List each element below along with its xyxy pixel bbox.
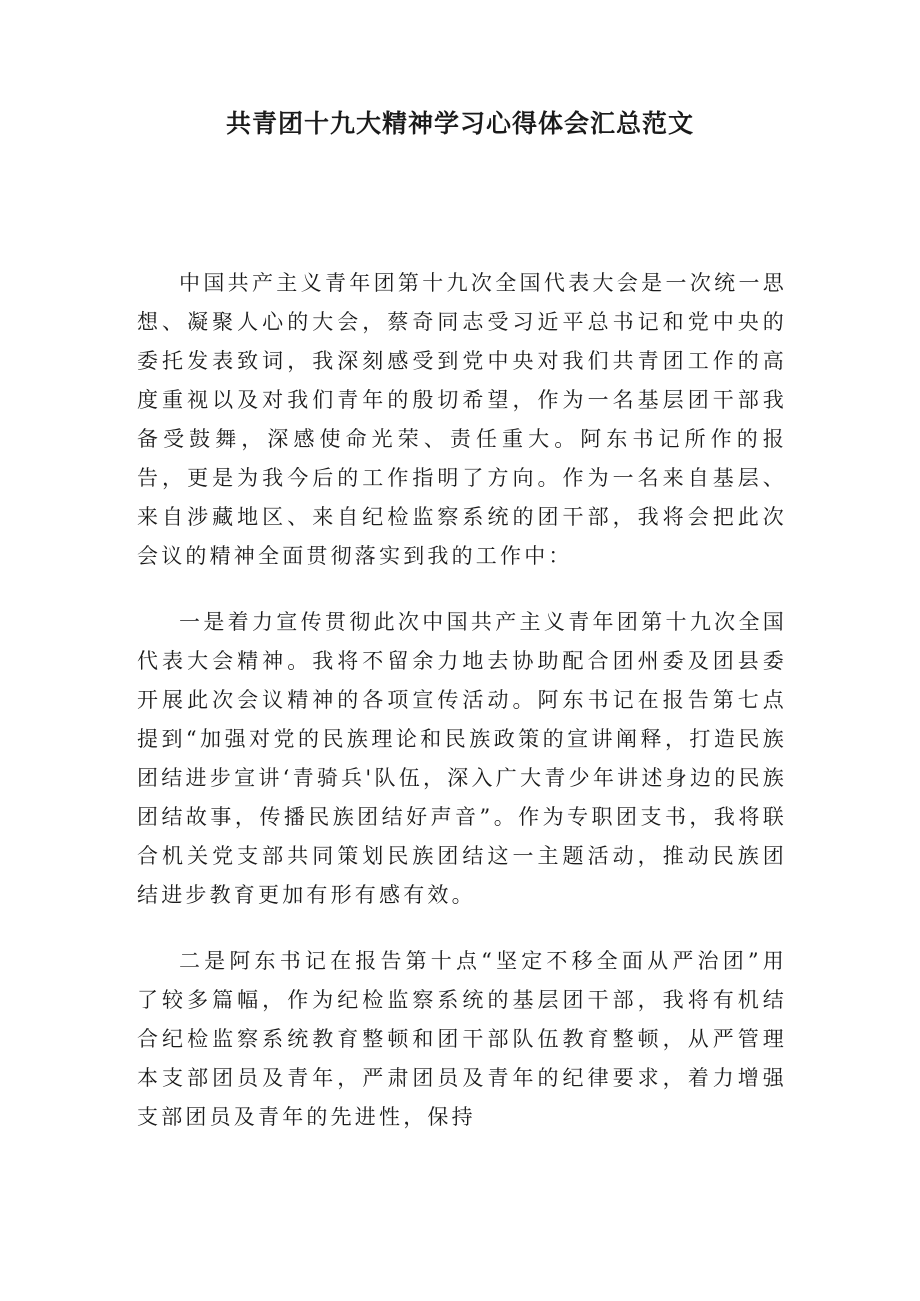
paragraph-point-two: 二是阿东书记在报告第十点“坚定不移全面从严治团”用了较多篇幅，作为纪检监察系统的基层团干部，我将有机结合纪检监察系统教育整顿和团干部队伍教育整顿，从严管理本支部团员及青年，严肃团员及青年的纪律要求，着力增强支部团员及青年的先进性，保持 <box>137 949 787 1129</box>
paragraph-point-one: 一是着力宣传贯彻此次中国共产主义青年团第十九次全国代表大会精神。我将不留余力地去协助配合团州委及团县委开展此次会议精神的各项宣传活动。阿东书记在报告第七点提到“加强对党的民族理论和民族政策的宣讲阐释，打造民族团结进步宣讲‘青骑兵'队伍，深入广大青少年讲述身边的民族团结故事，传播民族团结好声音”。作为专职团支书，我将联合机关党支部共同策划民族团结这一主题活动，推动民族团结进步教育更加有形有感有效。 <box>137 610 787 907</box>
document-title: 共青团十九大精神学习心得体会汇总范文 <box>225 109 694 138</box>
document-body <box>137 264 787 1164</box>
paragraph-intro: 中国共产主义青年团第十九次全国代表大会是一次统一思想、凝聚人心的大会，蔡奇同志受习近平总书记和党中央的委托发表致词，我深刻感受到党中央对我们共青团工作的高度重视以及对我们青年的殷切希望，作为一名基层团干部我备受鼓舞，深感使命光荣、责任重大。阿东书记所作的报告，更是为我今后的工作指明了方向。作为一名来自基层、来自涉藏地区、来自纪检监察系统的团干部，我将会把此次会议的精神全面贯彻落实到我的工作中： <box>137 271 787 568</box>
